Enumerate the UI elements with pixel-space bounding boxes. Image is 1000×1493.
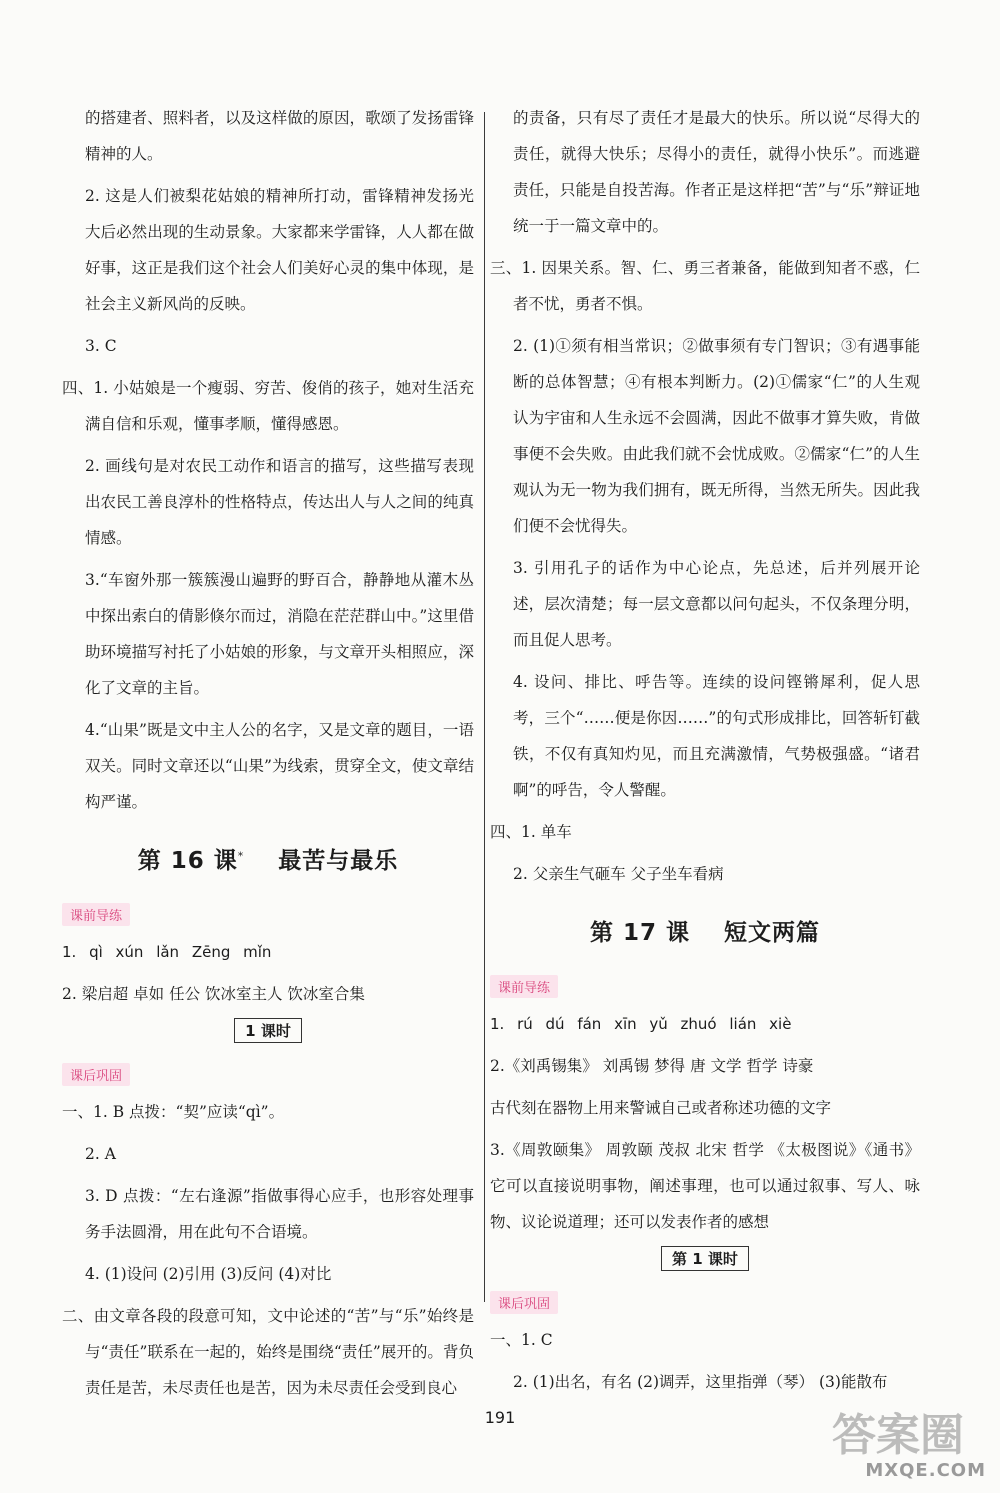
answer-paragraph: 3.“车窗外那一簇簇漫山遍野的野百合，静静地从灌木丛中探出索白的倩影倏尔而过，消隐在茫茫群山中。”这里借助环境描写衬托了小姑娘的形象，与文章开头相照应，深化了文章的主旨。 [85,571,474,697]
lesson-17-title [490,914,920,947]
answer-paragraph: 4.“山果”既是文中主人公的名字，又是文章的题目，一语双关。同时文章还以“山果”为线索，贯穿全文，使文章结构严谨。 [85,721,474,811]
answer-paragraph: 2. (1)出名，有名 (2)调弄，这里指弹（琴） (3)能散布 [513,1373,888,1391]
page-number: 191 [484,1408,516,1427]
section-tag-pre: 课前导练 [62,903,130,926]
answer-paragraph: 3.《周敦颐集》 周敦颐 茂叔 北宋 哲学 《太极图说》《通书》 它可以直接说明事物，阐述事理，也可以通过叙事、写人、咏物、议论说道理；还可以发表作者的感想 [490,1141,920,1231]
lesson-name: 短文两篇 [724,920,821,946]
section-tag-post: 课后巩固 [490,1291,558,1314]
section-tag-post: 课后巩固 [62,1063,130,1086]
answer-paragraph: 2. 这是人们被梨花姑娘的精神所打动，雷锋精神发扬光大后必然出现的生动景象。大家都来学雷锋，人人都在做好事，这正是我们这个社会人们美好心灵的集中体现，是社会主义新风尚的反映。 [85,187,474,313]
answer-paragraph: 3. 引用孔子的话作为中心论点，先总述，后并列展开论述，层次清楚；每一层文意都以问句起头，不仅条理分明，而且促人思考。 [513,559,920,649]
answer-paragraph: 2. A [85,1145,116,1163]
session-box: 第 1 课时 [490,1246,920,1271]
lesson-name: 最苦与最乐 [278,848,399,874]
lesson-number: 第 16 课 [137,848,238,874]
lesson-16-title [62,842,474,875]
answer-paragraph: 四、1. 单车 [490,823,572,841]
answer-paragraph: 2. 父亲生气砸车 父子坐车看病 [513,865,724,883]
answer-paragraph: 3. C [85,337,117,355]
answer-paragraph: 4. (1)设问 (2)引用 (3)反问 (4)对比 [85,1265,332,1283]
answer-paragraph: 2.《刘禹锡集》 刘禹锡 梦得 唐 文学 哲学 诗豪 [490,1057,814,1075]
session-box: 1 课时 [62,1018,474,1043]
section-tag-pre: 课前导练 [490,975,558,998]
answer-paragraph: 2. (1)①须有相当常识；②做事须有专门智识；③有遇事能断的总体智慧；④有根本判断力。(2)①儒家“仁”的人生观认为宇宙和人生永远不会圆满，因此不做事才算失败，肯做事便不会失败。由此我们就不会忧成败。②儒家“仁”的人生观认为无一物为我们拥有，既无所得，当然无所失。因此我们便不会忧得失。 [513,337,920,535]
answer-paragraph: 一、1. B 点拨：“契”应读“qì”。 [62,1103,285,1121]
answer-paragraph: 2. 画线句是对农民工动作和语言的描写，这些描写表现出农民工善良淳朴的性格特点，传达出人与人之间的纯真情感。 [85,457,474,547]
lesson-mark: * [237,849,245,863]
answer-paragraph: 3. D 点拨：“左右逢源”指做事得心应手，也形容处理事务手法圆滑，用在此句不合语境。 [85,1187,474,1241]
answer-paragraph: 古代刻在器物上用来警诫自己或者称述功德的文字 [490,1099,832,1117]
column-divider [484,112,485,1302]
answer-paragraph: 一、1. C [490,1331,553,1349]
pinyin-answer: 1. rú dú fán xīn yǔ zhuó lián xiè [490,1015,792,1033]
right-column [490,100,920,1406]
watermark-glyphs: 答案圈 [832,1410,964,1461]
watermark-text: MXQE.COM [865,1460,986,1481]
answer-paragraph: 4. 设问、排比、呼告等。连续的设问铿锵犀利，促人思考，三个“……便是你因……”的句式形成排比，回答斩钉截铁，不仅有真知灼见，而且充满激情，气势极强盛。“诸君啊”的呼告，令人警醒。 [513,673,920,799]
left-column [62,100,474,1412]
answer-paragraph: 的搭建者、照料者，以及这样做的原因，歌颂了发扬雷锋精神的人。 [85,109,474,163]
answer-paragraph: 三、1. 因果关系。智、仁、勇三者兼备，能做到知者不惑，仁者不忧，勇者不惧。 [490,259,920,313]
pinyin-answer: 1. qì xún lǎn Zēng mǐn [62,943,272,961]
answer-paragraph: 四、1. 小姑娘是一个瘦弱、穷苦、俊俏的孩子，她对生活充满自信和乐观，懂事孝顺，懂得感恩。 [62,379,474,433]
answer-paragraph: 二、由文章各段的段意可知，文中论述的“苦”与“乐”始终是与“责任”联系在一起的，始终是围绕“责任”展开的。背负责任是苦，未尽责任也是苦，因为未尽责任会受到良心 [62,1307,474,1397]
answer-paragraph: 2. 梁启超 卓如 任公 饮冰室主人 饮冰室合集 [62,985,365,1003]
lesson-number: 第 17 课 [589,920,691,946]
answer-paragraph: 的责备，只有尽了责任才是最大的快乐。所以说“尽得大的责任，就得大快乐；尽得小的责任，就得小快乐”。而逃避责任，只能是自投苦海。作者正是这样把“苦”与“乐”辩证地统一于一篇文章中的。 [513,109,920,235]
